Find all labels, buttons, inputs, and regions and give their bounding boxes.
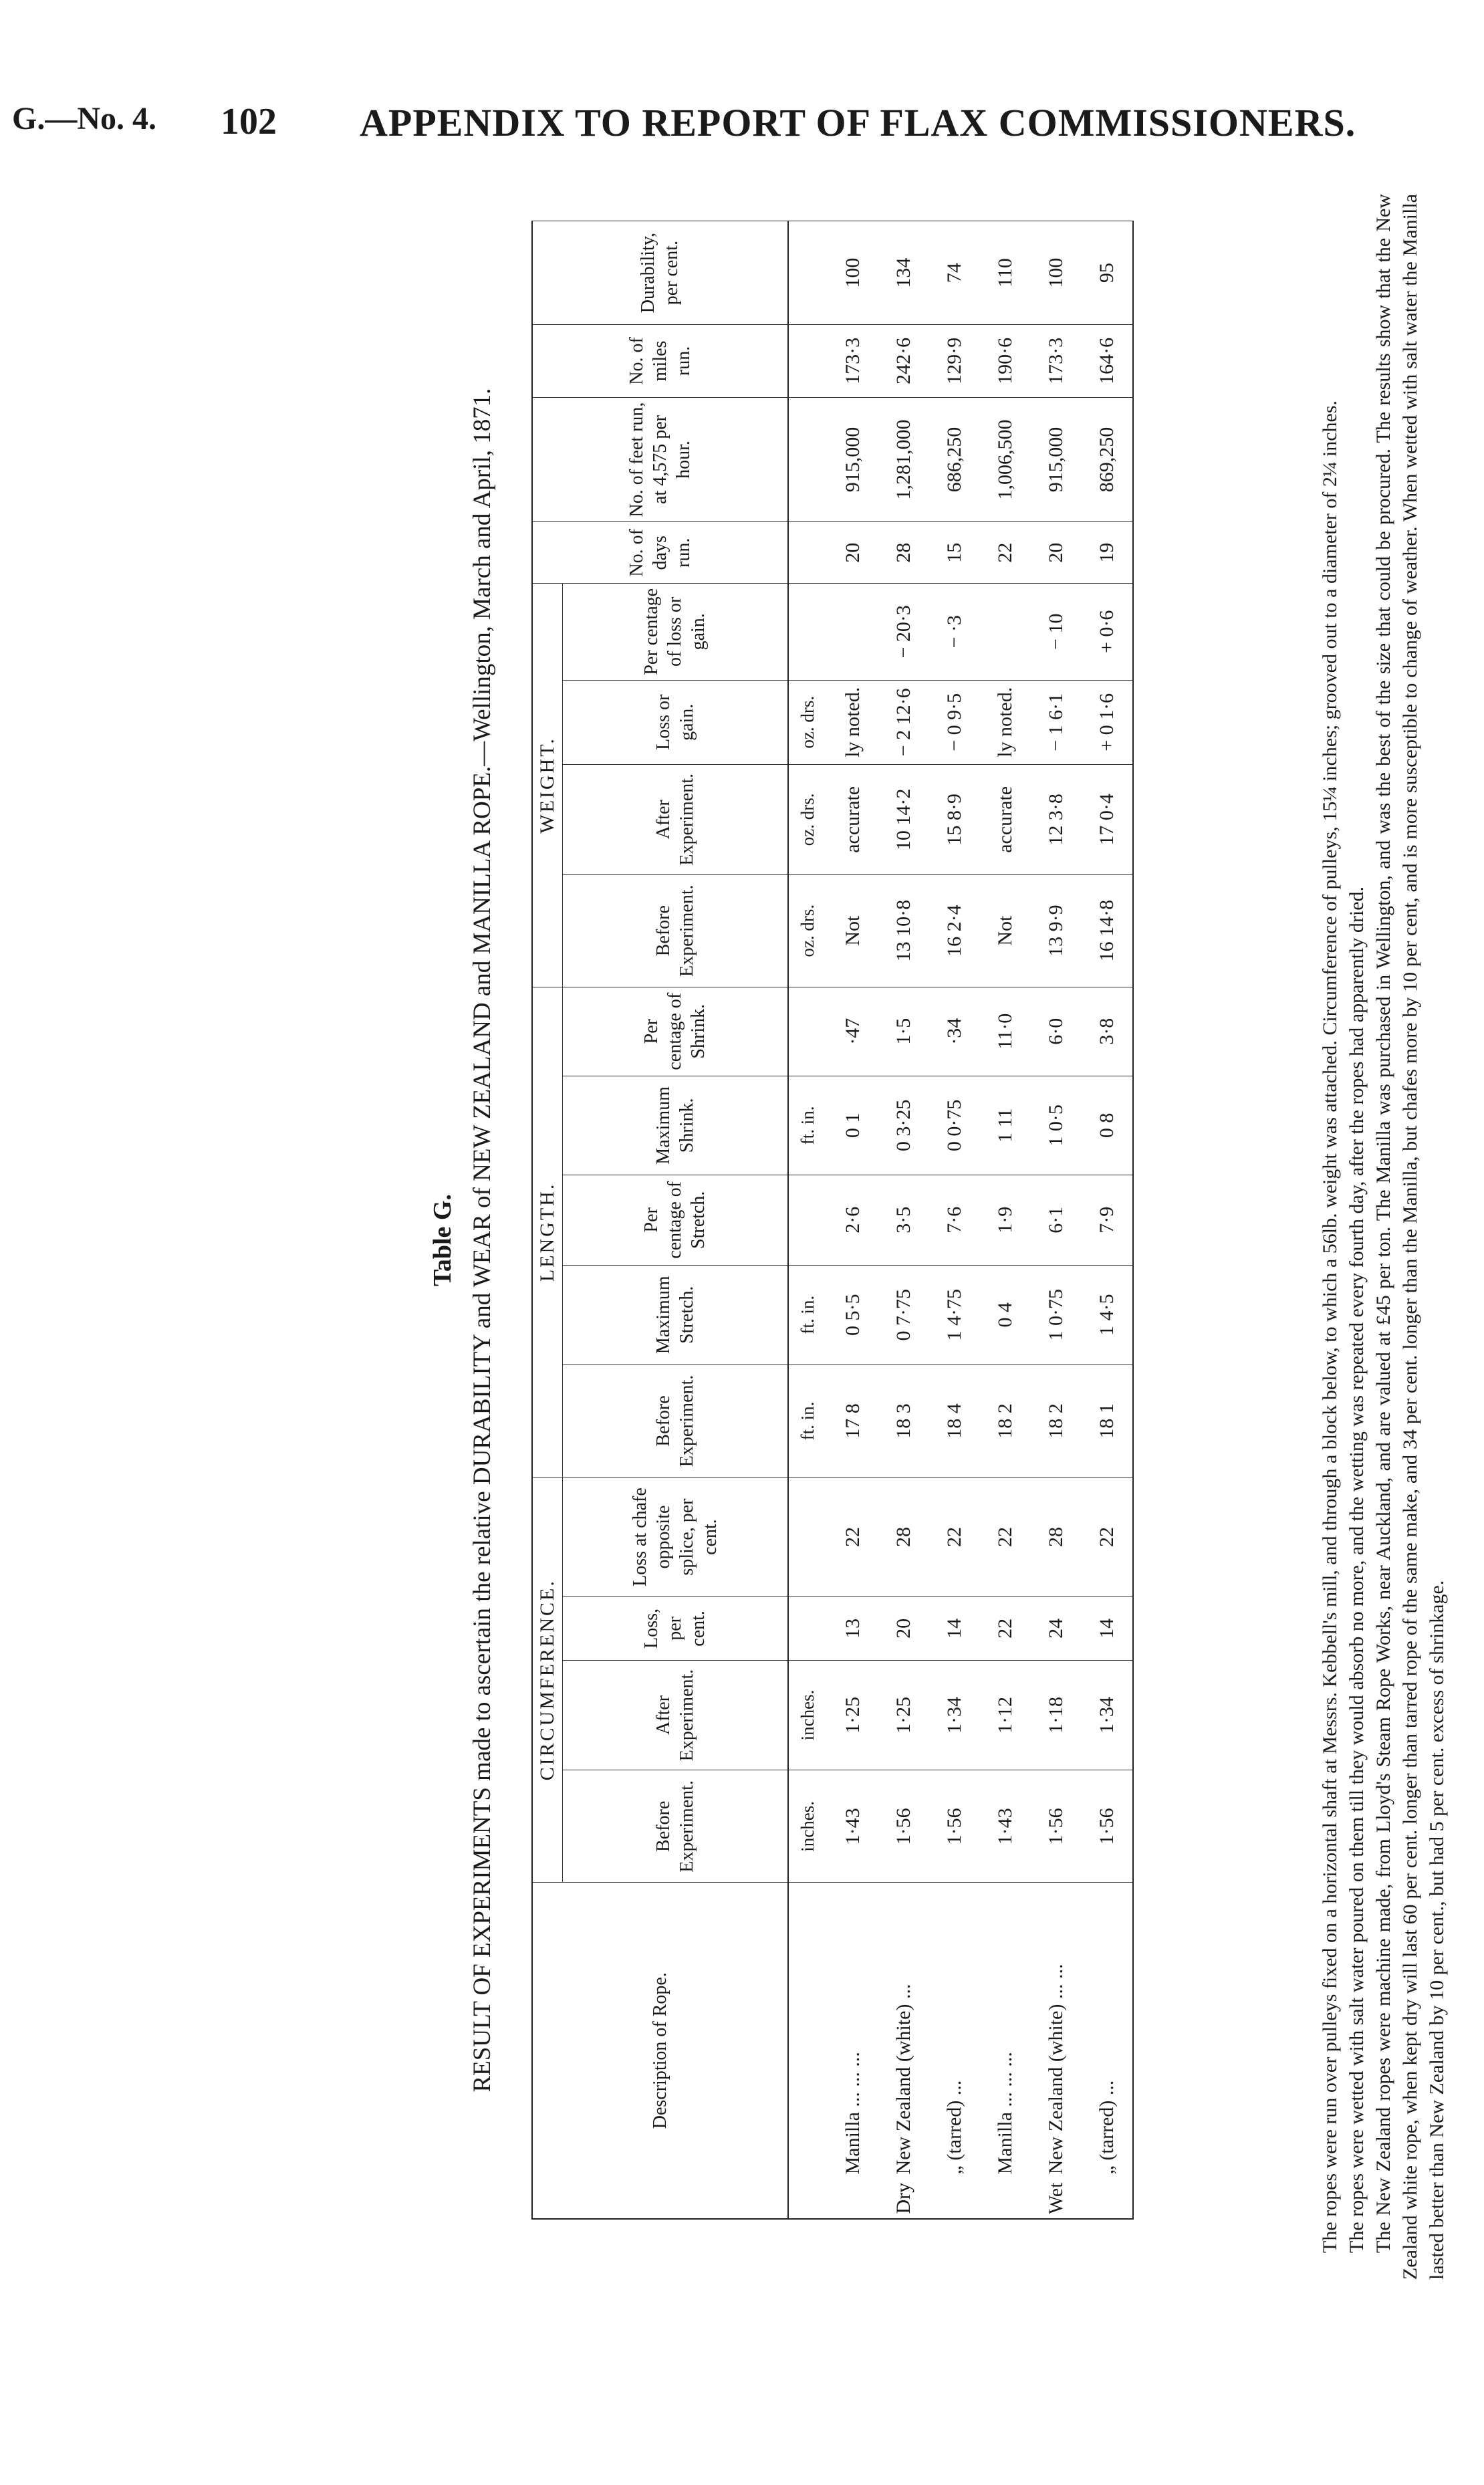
col-weight-after: After Experiment.	[562, 765, 788, 875]
rope-description: „ (tarred)	[1095, 2100, 1118, 2175]
note-paragraph: The ropes were run over pulleys fixed on a horizontal shaft at Messrs. Kebbell's mill, and through a block below, to which a 56lb. weight was attached. Circumference of pulleys, 15¼ inches; grooved out to a diameter of 2¼ inches.	[1319, 400, 1341, 2253]
table-row: „ (tarred) ... 1·56 1·34 14 22 18 1 1 4·5 7·9 0 8 3·8 16 14·8 17 0·4 + 0 1·6 + 0·6 19 869,250 164·6 95	[1082, 221, 1133, 2220]
unit-cell: inches.	[788, 1660, 828, 1770]
col-loss-gain: Loss or gain.	[562, 680, 788, 765]
table-row: Wet Manilla ... ... ... 1·43 1·12 22 22 18 2 0 4 1·9 1 11 11·0 Not accurate ly noted. 22 1,006,500 190·6 110	[980, 221, 1031, 2220]
col-miles-run: No. of miles run.	[532, 325, 788, 397]
rope-description: „ (tarred)	[943, 2100, 965, 2175]
table-row: Dry Manilla ... ... ... 1·43 1·25 13 22 17 8 0 5·5 2·6 0 1 ·47 Not accurate ly noted. 20 915,000 173·3 100	[828, 221, 878, 2220]
results-table	[531, 221, 1134, 2220]
rotated-table-section	[428, 187, 1484, 2293]
col-days-run: No. of days run.	[532, 522, 788, 584]
col-description: Description of Rope.	[532, 1883, 788, 2219]
group-length: LENGTH.	[532, 987, 562, 1477]
group-label-wet: Wet	[980, 2178, 1133, 2219]
note-paragraph: The New Zealand ropes were machine made, from Lloyd's Steam Rope Works, near Auckland, and are valued at £45 per ton. The Manilla was purchased in Wellington, and was the best of the size that could be procured. The results show that the New Zealand white rope, when kept dry will last 60 per cent. longer than tarred rope of the same make, and 34 per cent. longer than the Manilla, but chafes more by 10 per cent, and is more susceptible to change of weather. When wetted with salt water the Manilla lasted better than New Zealand by 10 per cent., but had 5 per cent. excess of shrinkage.	[1372, 194, 1448, 2280]
table-row: New Zealand (white) ... ... 1·56 1·18 24 28 18 2 1 0·75 6·1 1 0·5 6·0 13 9·9 12 3·8 − 1 6·1 − 10 20 915,000 173·3 100	[1031, 221, 1082, 2220]
col-max-shrink: Maximum Shrink.	[562, 1076, 788, 1175]
group-weight: WEIGHT.	[532, 584, 562, 987]
page-header	[12, 100, 1456, 154]
col-feet-run: No. of feet run, at 4,575 per hour.	[532, 397, 788, 522]
table-notes	[1317, 194, 1450, 2280]
unit-cell: inches.	[788, 1770, 828, 1883]
col-pct-stretch: Per centage of Stretch.	[562, 1175, 788, 1266]
unit-cell: oz. drs.	[788, 765, 828, 875]
table-row: New Zealand (white) ... 1·56 1·25 20 28 18 3 0 7·75 3·5 0 3·25 1·5 13 10·8 10 14·2 − 2 12·6 − 20·3 28 1,281,000 242·6 134	[878, 221, 929, 2220]
col-pct-shrink: Per centage of Shrink.	[562, 987, 788, 1076]
document-number: G.—No. 4.	[12, 101, 156, 136]
unit-cell: ft. in.	[788, 1365, 828, 1477]
col-circ-loss: Loss, per cent.	[562, 1597, 788, 1661]
units-row	[788, 221, 828, 2220]
group-circumference: CIRCUMFERENCE.	[532, 1477, 562, 1883]
table-label: Table G.	[428, 1194, 457, 1286]
col-circ-before: Before Experiment.	[562, 1770, 788, 1883]
group-label-dry: Dry	[828, 2178, 980, 2219]
table-row: „ (tarred) ... 1·56 1·34 14 22 18 4 1 4·75 7·6 0 0·75 ·34 16 2·4 15 8·9 − 0 9·5 − ·3 15 686,250 129·9 74	[929, 221, 980, 2220]
col-durability: Durability, per cent.	[532, 221, 788, 325]
col-pct-loss-gain: Per centage of loss or gain.	[562, 584, 788, 680]
rope-description: Manilla	[993, 2112, 1016, 2175]
col-circ-after: After Experiment.	[562, 1660, 788, 1770]
unit-cell: oz. drs.	[788, 680, 828, 765]
page-number: 102	[221, 101, 277, 142]
col-weight-before: Before Experiment.	[562, 874, 788, 987]
rope-description: New Zealand (white) ...	[1044, 1984, 1067, 2175]
unit-cell: oz. drs.	[788, 874, 828, 987]
col-max-stretch: Maximum Stretch.	[562, 1265, 788, 1365]
table-caption: RESULT OF EXPERIMENTS made to ascertain the relative DURABILITY and WEAR of NEW ZEALAND and MANILLA ROPE.—Wellington, March and April, 1871.	[469, 388, 496, 2093]
rope-description: Manilla	[841, 2112, 864, 2175]
rope-description: New Zealand (white)	[892, 2004, 914, 2175]
col-circ-chafe-loss: Loss at chafe opposite splice, per cent.	[562, 1477, 788, 1597]
col-length-before: Before Experiment.	[562, 1365, 788, 1477]
note-paragraph: The ropes were wetted with salt water poured on them till they would absorb no more, and the wetting was repeated every fourth day, after the ropes had apparently dried.	[1345, 886, 1368, 2253]
unit-cell: ft. in.	[788, 1265, 828, 1365]
unit-cell: ft. in.	[788, 1076, 828, 1175]
page-title: APPENDIX TO REPORT OF FLAX COMMISSIONERS.	[360, 101, 1356, 144]
